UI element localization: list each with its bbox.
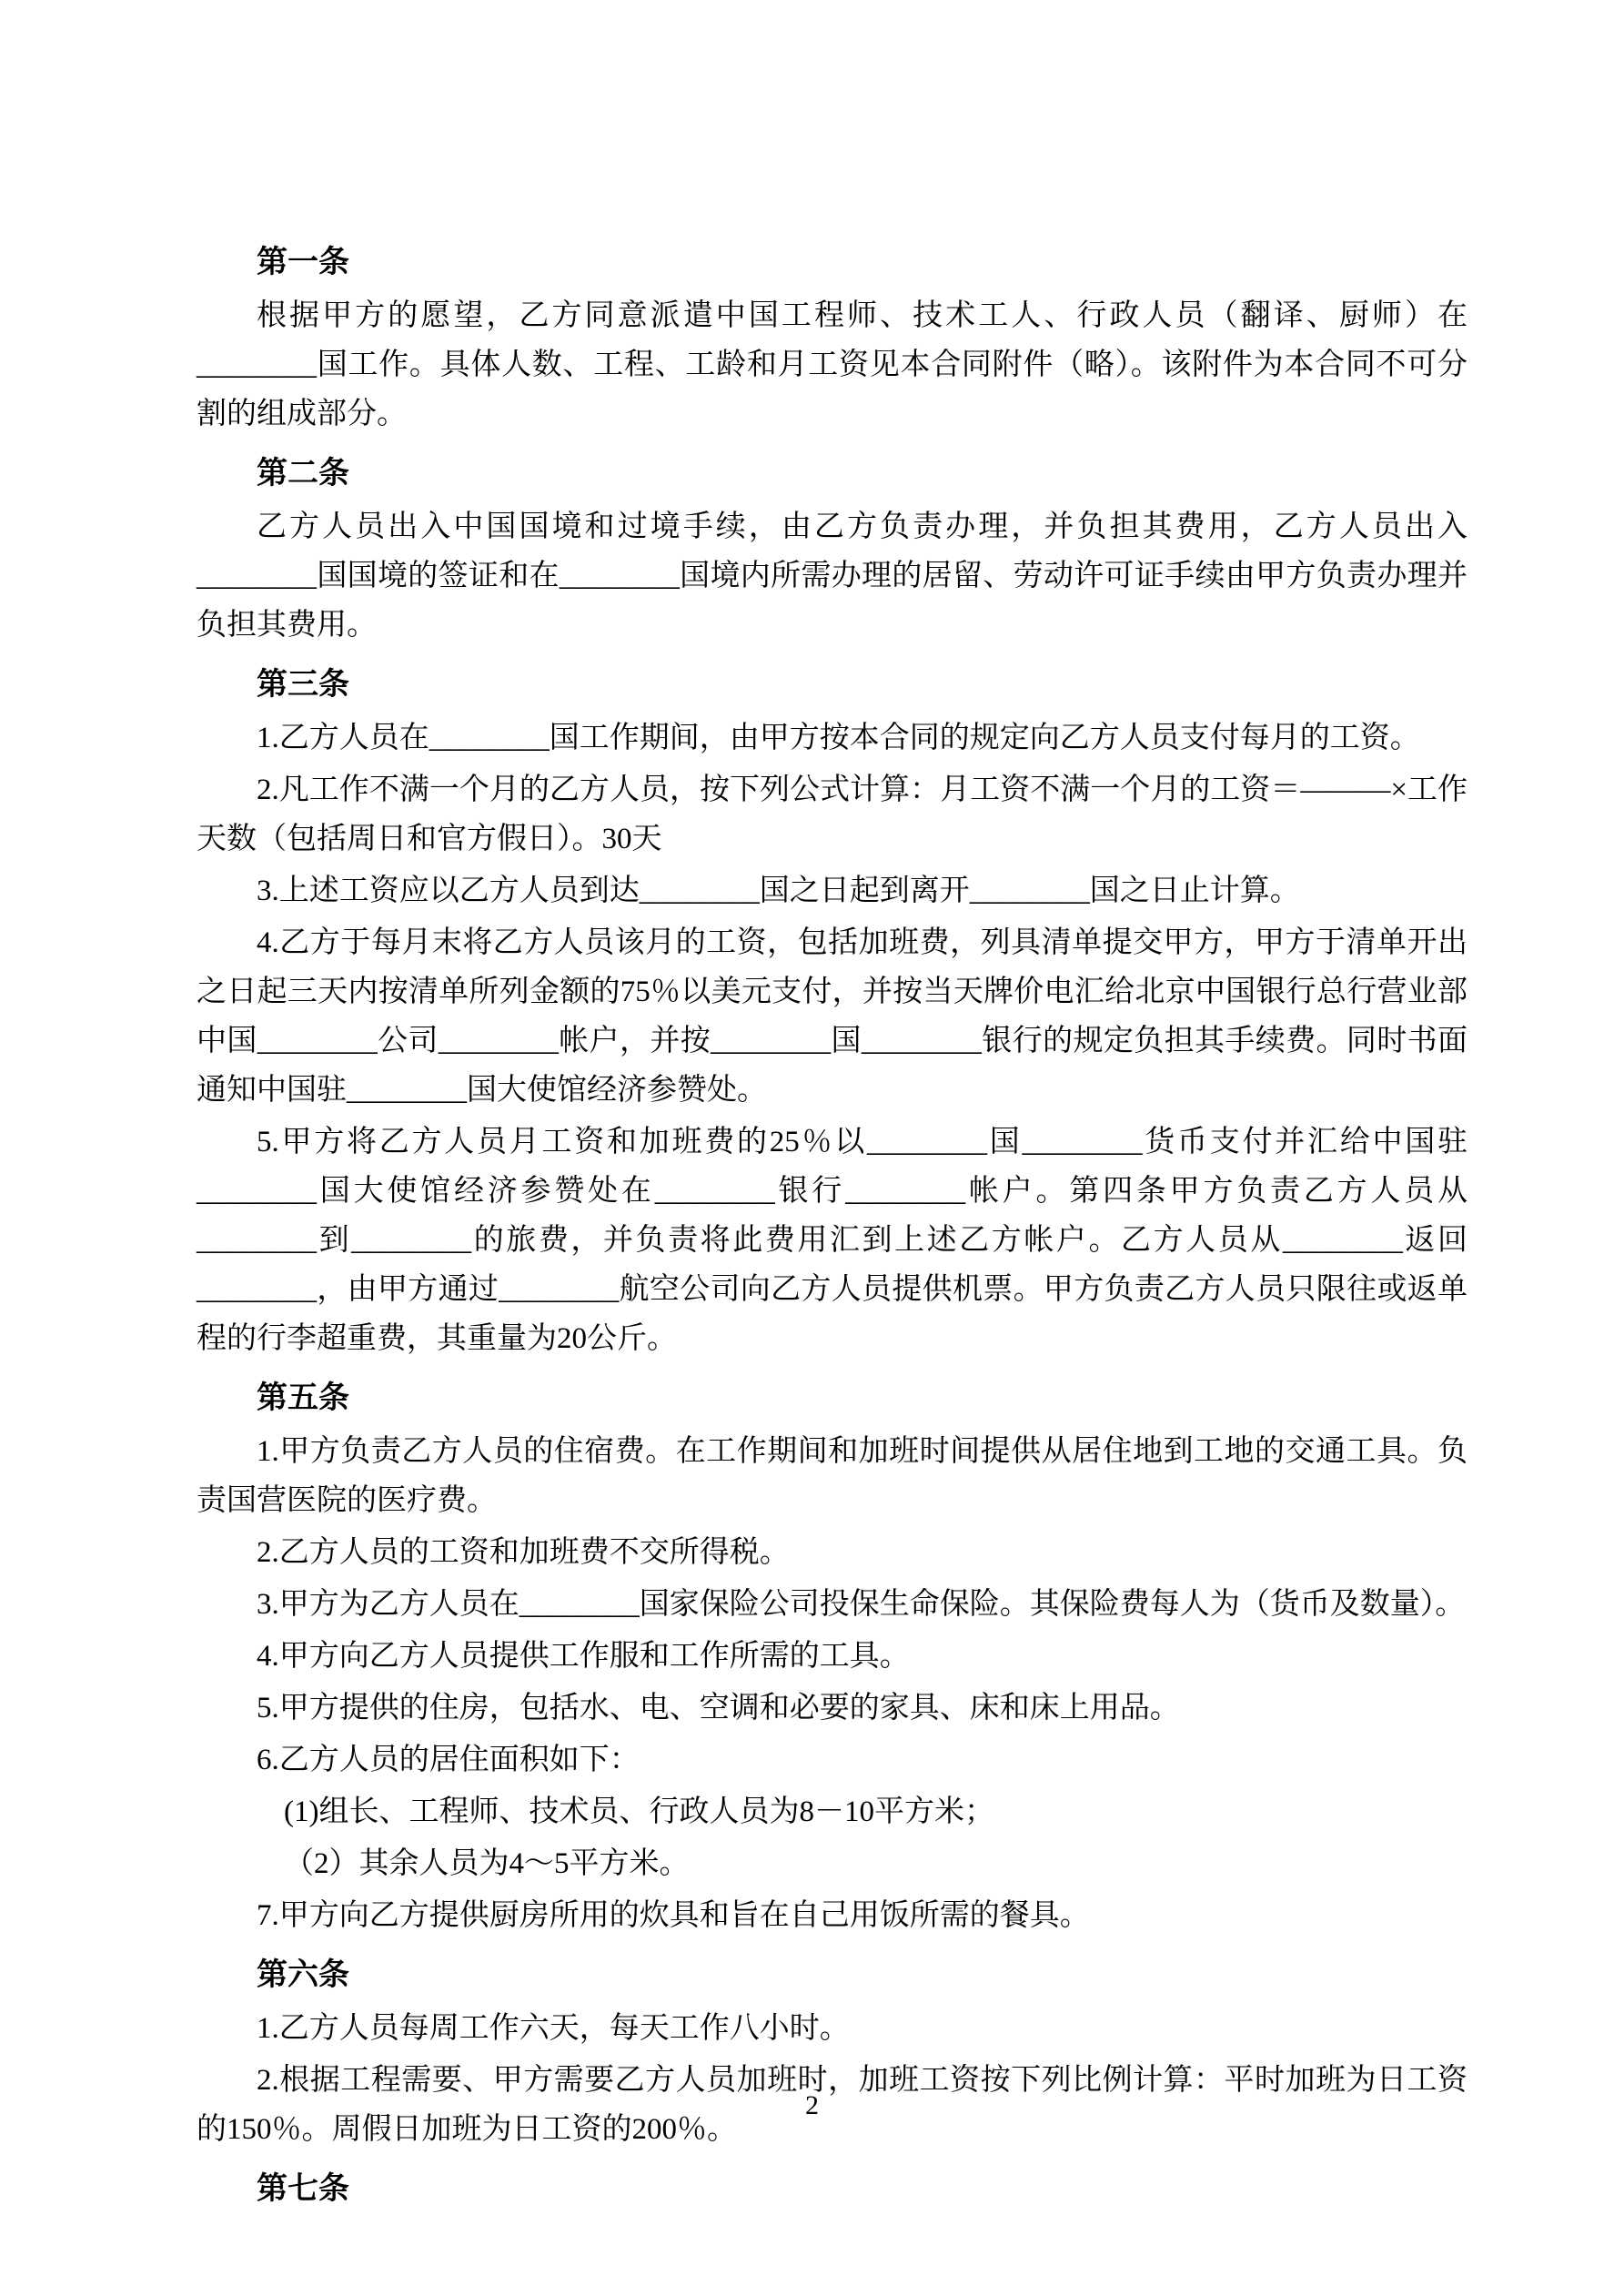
para-article-5-item-1: 1.甲方负责乙方人员的住宿费。在工作期间和加班时间提供从居住地到工地的交通工具。负责国营医院的医疗费。	[197, 1435, 1468, 1517]
para-article-2: 乙方人员出入中国国境和过境手续，由乙方负责办理，并负担其费用，乙方人员出入________国国境的签证和在________国境内所需办理的居留、劳动许可证手续由甲方负责办理并负担其费用。	[197, 511, 1468, 642]
para-article-5-item-6-sub-1: (1)组长、工程师、技术员、行政人员为8－10平方米；	[284, 1795, 994, 1828]
heading-article-3: 第三条	[257, 668, 349, 702]
heading-article-5: 第五条	[257, 1381, 349, 1415]
para-article-5-item-2: 2.乙方人员的工资和加班费不交所得税。	[257, 1536, 790, 1569]
heading-article-6: 第六条	[257, 1958, 349, 1992]
para-article-5-item-6: 6.乙方人员的居住面积如下：	[257, 1744, 640, 1776]
para-article-5-item-4: 4.甲方向乙方人员提供工作服和工作所需的工具。	[257, 1640, 910, 1673]
para-article-6-item-1: 1.乙方人员每周工作六天，每天工作八小时。	[257, 2012, 850, 2045]
para-article-3-item-3: 3.上述工资应以乙方人员到达________国之日起到离开________国之日止计算。	[257, 875, 1300, 907]
para-article-5-item-3: 3.甲方为乙方人员在________国家保险公司投保生命保险。其保险费每人为（货币及数量）。	[257, 1588, 1466, 1621]
para-article-1: 根据甲方的愿望，乙方同意派遣中国工程师、技术工人、行政人员（翻译、厨师）在________国工作。具体人数、工程、工龄和月工资见本合同附件（略）。该附件为本合同不可分割的组成部分。	[197, 299, 1468, 430]
para-article-6-item-2: 2.根据工程需要、甲方需要乙方人员加班时，加班工资按下列比例计算：平时加班为日工资的150％。周假日加班为日工资的200％。	[197, 2064, 1468, 2146]
para-article-3-item-1: 1.乙方人员在________国工作期间，由甲方按本合同的规定向乙方人员支付每月的工资。	[257, 722, 1420, 754]
para-article-5-item-5: 5.甲方提供的住房，包括水、电、空调和必要的家具、床和床上用品。	[257, 1692, 1180, 1725]
heading-article-1: 第一条	[257, 246, 349, 279]
para-article-3-item-2: 2.凡工作不满一个月的乙方人员，按下列公式计算：月工资不满一个月的工资＝———×工作天数（包括周日和官方假日）。30天	[197, 774, 1468, 855]
para-article-5-item-6-sub-2: （2）其余人员为4～5平方米。	[284, 1847, 690, 1880]
para-article-5-item-7: 7.甲方向乙方提供厨房所用的炊具和旨在自己用饭所需的餐具。	[257, 1899, 1090, 1932]
heading-article-7: 第七条	[257, 2172, 349, 2206]
para-article-3-item-4: 4.乙方于每月末将乙方人员该月的工资，包括加班费，列具清单提交甲方，甲方于清单开出之日起三天内按清单所列金额的75％以美元支付，并按当天牌价电汇给北京中国银行总行营业部中国________公司________帐户，并按________国________银行的规定负担其手续费。同时书面通知中国驻________国大使馆经济参赞处。	[197, 926, 1468, 1107]
heading-article-2: 第二条	[257, 457, 349, 491]
para-article-3-item-5: 5.甲方将乙方人员月工资和加班费的25％以________国________货币支付并汇给中国驻________国大使馆经济参赞处在________银行________帐户。第四条甲方负责乙方人员从________到________的旅费，并负责将此费用汇到上述乙方帐户。乙方人员从________返回________，由甲方通过________航空公司向乙方人员提供机票。甲方负责乙方人员只限往或返单程的行李超重费，其重量为20公斤。	[197, 1126, 1468, 1355]
page-number: 2	[805, 2090, 819, 2120]
